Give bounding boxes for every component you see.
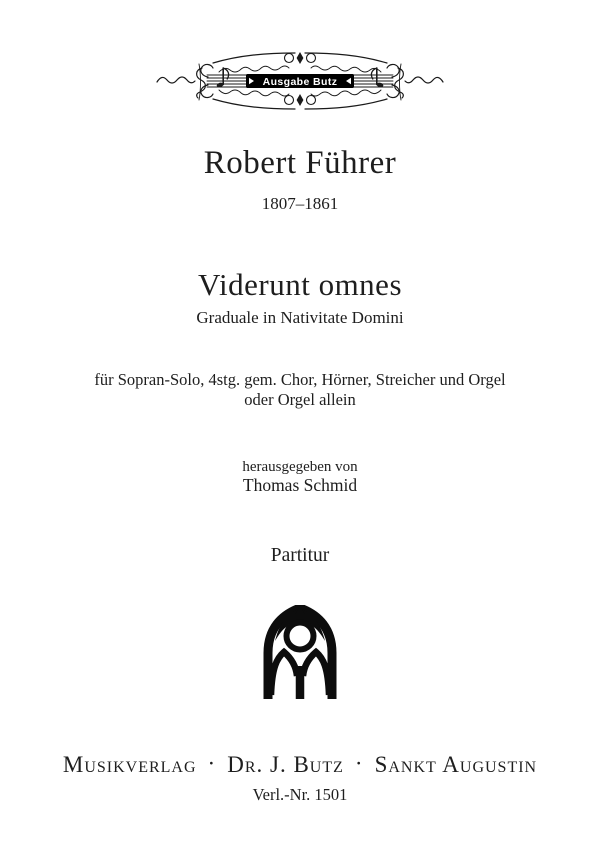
music-flourish-ornament (145, 47, 455, 111)
gothic-arch-window-logo (263, 605, 337, 699)
banner-label: Ausgabe Butz (262, 76, 338, 88)
work-subtitle: Graduale in Nativitate Domini (196, 308, 404, 327)
catalog-number: Verl.-Nr. 1501 (252, 785, 348, 804)
edition-banner-ornament (0, 47, 600, 111)
editor-name: Thomas Schmid (242, 475, 358, 495)
publisher-city: Sankt Augustin (374, 752, 538, 777)
editor-prefix: herausgegeben von (242, 459, 358, 475)
scoring-line-1: für Sopran-Solo, 4stg. gem. Chor, Hörner, Streicher und Orgel (94, 370, 506, 389)
ausgabe-butz-banner (246, 74, 354, 88)
edition-type-label: Partitur (270, 545, 330, 566)
work-title: Viderunt omnes (197, 267, 403, 302)
imprint-separator: · (354, 751, 364, 776)
scoring-line-2: oder Orgel allein (244, 389, 356, 409)
editor-credit (0, 458, 600, 495)
publisher-owner: Dr. J. Butz (227, 752, 344, 777)
publisher-name: Musikverlag (62, 752, 197, 777)
publisher-imprint (0, 751, 600, 779)
scoring-block (0, 370, 600, 409)
composer-name: Robert Führer (203, 145, 397, 181)
imprint-separator: · (207, 751, 217, 776)
composer-dates: 1807–1861 (261, 194, 339, 213)
publisher-logo (0, 605, 600, 699)
